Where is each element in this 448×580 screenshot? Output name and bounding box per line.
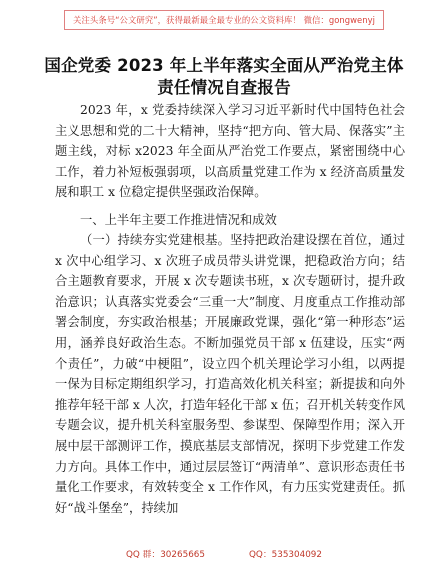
top-banner [0,0,448,40]
document-title-line-2: 责任情况自查报告 [157,78,291,97]
footer [0,547,448,560]
document-title-line-1: 国企党委 2023 年上半年落实全面从严治党主体 [44,56,404,75]
intro-paragraph: 2023 年，x 党委持续深入学习习近平新时代中国特色社会主义思想和党的二十大精神，坚持“把方向、管大局、保落实”主题主线，对标 x2023 年全面从严治党工作要点，紧密围绕中心工作，着力补短板强弱项，以高质量党建工作为 x 经济高质量发展和职工 x 位稳定提供坚强政治保障。 [55,103,405,200]
section-heading: 一、上半年主要工作推进情况和成效 [80,213,277,227]
promo-banner-text: 关注头条号“公文研究”，获得最新最全最专业的公文资料库！ 微信：gongwenyj [64,10,384,30]
footer-qq-group: QQ 群：30265665 [125,550,205,560]
body-paragraph: （一）持续夯实党建根基。坚持把政治建设摆在首位，通过 x 次中心组学习、x 次班子成员带头讲党课，把稳政治方向；结合主题教育要求，开展 x 次专题读书班，x 次专题研讨，提升政治意识；认真落实党委会“三重一大”制度、月度重点工作推动部署会制度，夯实政治根基；开展廉政党课，强化“第一种形态”运用，涵养良好政治生态。不断加强党员干部 x 伍建设，压实“两个责任”，力破“中梗阻”，设立四个机关理论学习小组，以两提一保为目标定期组织学习，打造高效化机关科室；新提拔和向外推荐年轻干部 x 人次，打造年轻化干部 x 伍；召开机关转变作风专题会议，提升机关科室服务型、参谋型、保障型作用；深入开展中层干部测评工作，摸底基层支部情况，探明下步党建工作发力方向。具体工作中，通过层层签订“两清单”、意识形态责任书量化工作要求，有效转变全 x 工作作风，有力压实党建责任。抓好“战斗堡垒”，持续加 [55,233,405,515]
footer-qq: QQ：535304092 [248,550,323,560]
